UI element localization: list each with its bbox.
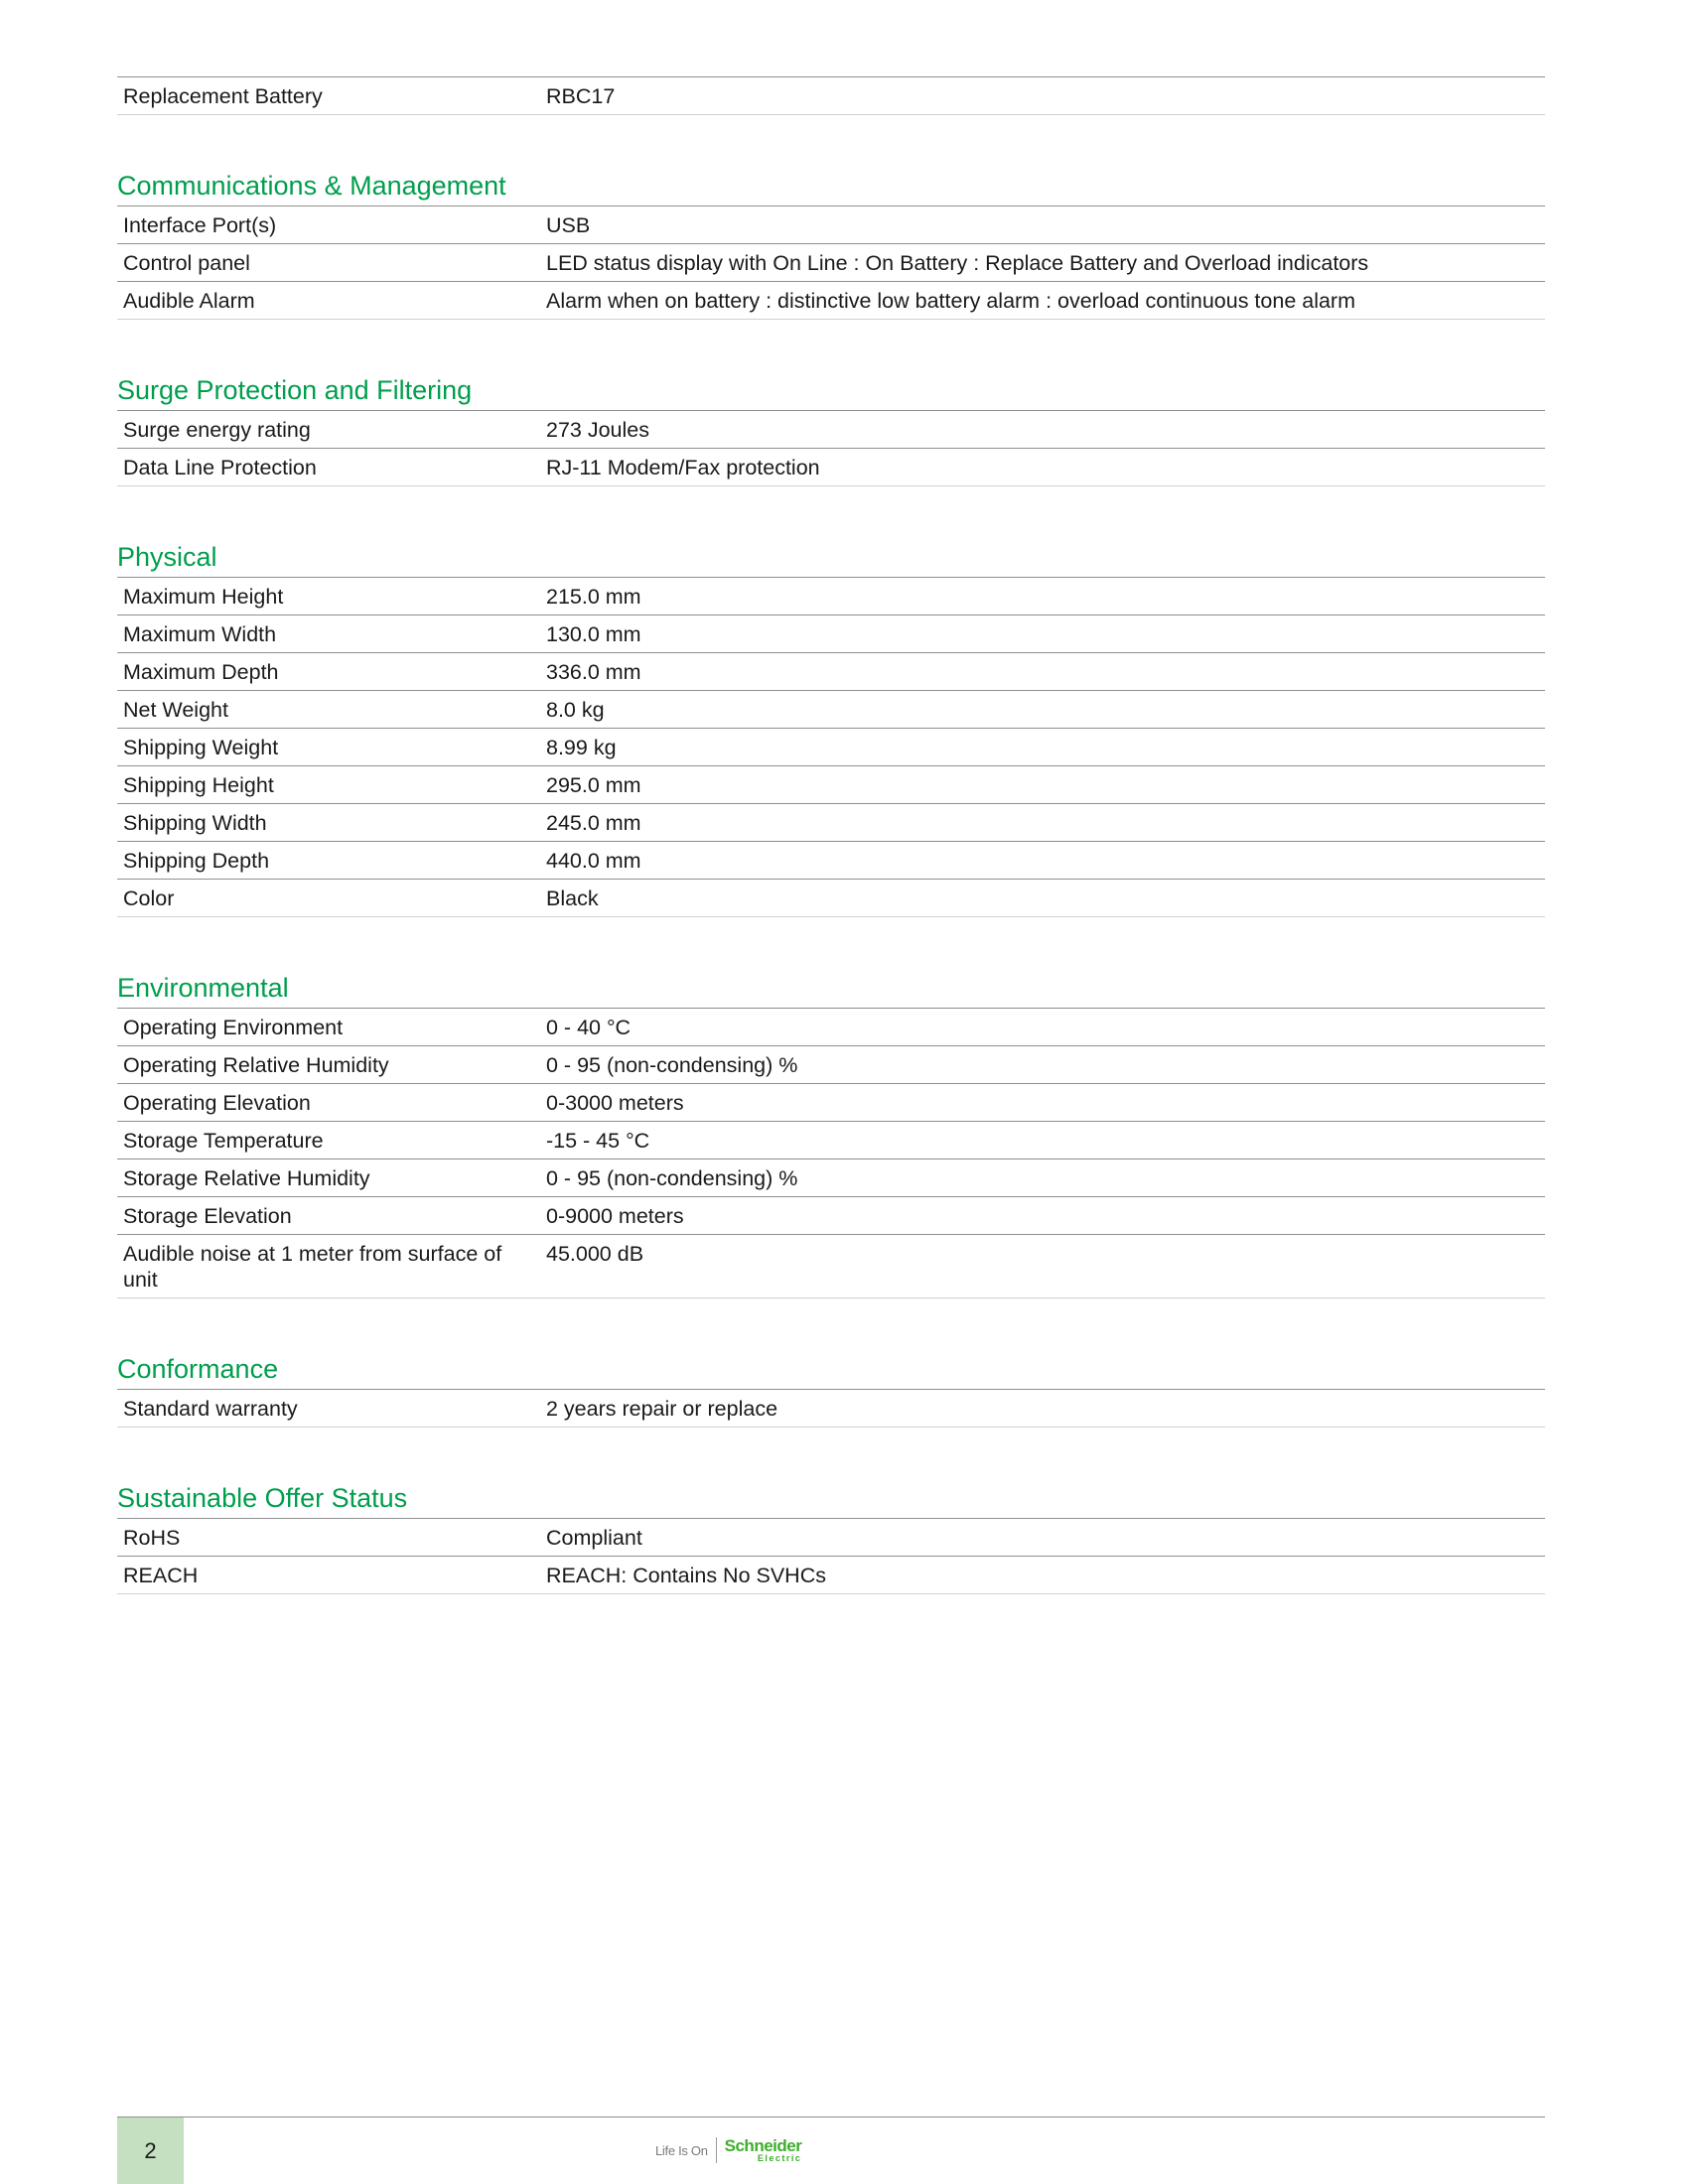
spec-value: 130.0 mm bbox=[546, 622, 641, 646]
spec-value: Alarm when on battery : distinctive low battery alarm : overload continuous tone alarm bbox=[546, 289, 1356, 313]
table-row bbox=[117, 1009, 1545, 1046]
spec-label: Standard warranty bbox=[123, 1397, 298, 1421]
table-row bbox=[117, 842, 1545, 880]
spec-section bbox=[117, 971, 1545, 1298]
spec-section bbox=[117, 373, 1545, 486]
section-title: Conformance bbox=[117, 1354, 279, 1384]
spec-value: RJ-11 Modem/Fax protection bbox=[546, 456, 820, 479]
table-row bbox=[117, 691, 1545, 729]
spec-label: Storage Elevation bbox=[123, 1204, 292, 1228]
spec-value: 295.0 mm bbox=[546, 773, 641, 797]
table-row bbox=[117, 1390, 1545, 1428]
spec-label: Operating Environment bbox=[123, 1016, 344, 1039]
spec-value: RBC17 bbox=[546, 84, 616, 108]
table-row bbox=[117, 729, 1545, 766]
spec-table bbox=[117, 577, 1545, 917]
spec-table bbox=[117, 76, 1545, 115]
table-row bbox=[117, 1557, 1545, 1594]
spec-label: Storage Temperature bbox=[123, 1129, 324, 1153]
spec-value: 215.0 mm bbox=[546, 585, 641, 609]
spec-value: 440.0 mm bbox=[546, 849, 641, 873]
table-row bbox=[117, 1122, 1545, 1160]
table-row bbox=[117, 1519, 1545, 1557]
spec-label: Operating Relative Humidity bbox=[123, 1053, 389, 1077]
spec-sheet bbox=[117, 76, 1545, 1648]
table-row bbox=[117, 449, 1545, 486]
spec-label: RoHS bbox=[123, 1526, 181, 1550]
table-row bbox=[117, 653, 1545, 691]
spec-value: 0 - 95 (non-condensing) % bbox=[546, 1166, 798, 1190]
spec-section bbox=[117, 1481, 1545, 1594]
spec-section bbox=[117, 169, 1545, 320]
spec-label: Color bbox=[123, 887, 175, 910]
brand-name-line1: Schneider bbox=[724, 2136, 802, 2155]
brand-name bbox=[725, 2137, 802, 2163]
spec-label: Net Weight bbox=[123, 698, 228, 722]
table-row bbox=[117, 804, 1545, 842]
spec-label: Storage Relative Humidity bbox=[123, 1166, 370, 1190]
spec-table bbox=[117, 205, 1545, 320]
table-row bbox=[117, 1160, 1545, 1197]
table-row bbox=[117, 615, 1545, 653]
table-row bbox=[117, 244, 1545, 282]
spec-label: Interface Port(s) bbox=[123, 213, 277, 237]
spec-label: REACH bbox=[123, 1564, 199, 1587]
section-title: Surge Protection and Filtering bbox=[117, 375, 473, 405]
spec-value: Black bbox=[546, 887, 599, 910]
footer-divider bbox=[117, 2116, 1545, 2117]
spec-value: 8.0 kg bbox=[546, 698, 605, 722]
spec-section bbox=[117, 76, 1545, 115]
brand-logo bbox=[655, 2134, 824, 2166]
spec-label: Shipping Depth bbox=[123, 849, 270, 873]
spec-value: 336.0 mm bbox=[546, 660, 641, 684]
spec-label: Audible noise at 1 meter from surface of unit bbox=[123, 1242, 502, 1292]
spec-value: Compliant bbox=[546, 1526, 642, 1550]
spec-value: 45.000 dB bbox=[546, 1242, 644, 1266]
table-row bbox=[117, 411, 1545, 449]
spec-label: Data Line Protection bbox=[123, 456, 317, 479]
brand-name-line2: Electric bbox=[757, 2153, 802, 2163]
table-row bbox=[117, 282, 1545, 320]
section-title: Sustainable Offer Status bbox=[117, 1483, 408, 1513]
spec-label: Shipping Height bbox=[123, 773, 274, 797]
spec-value: 0 - 95 (non-condensing) % bbox=[546, 1053, 798, 1077]
spec-label: Operating Elevation bbox=[123, 1091, 311, 1115]
table-row bbox=[117, 77, 1545, 115]
spec-label: Audible Alarm bbox=[123, 289, 255, 313]
spec-label: Control panel bbox=[123, 251, 250, 275]
table-row bbox=[117, 1046, 1545, 1084]
table-row bbox=[117, 578, 1545, 615]
spec-table bbox=[117, 410, 1545, 486]
spec-value: 0 - 40 °C bbox=[546, 1016, 632, 1039]
spec-section bbox=[117, 540, 1545, 917]
spec-value: 0-3000 meters bbox=[546, 1091, 684, 1115]
spec-label: Replacement Battery bbox=[123, 84, 323, 108]
logo-divider bbox=[716, 2137, 717, 2163]
table-row bbox=[117, 766, 1545, 804]
table-row bbox=[117, 1084, 1545, 1122]
table-row bbox=[117, 206, 1545, 244]
spec-label: Maximum Width bbox=[123, 622, 277, 646]
table-row bbox=[117, 1197, 1545, 1235]
spec-label: Maximum Depth bbox=[123, 660, 279, 684]
spec-section bbox=[117, 1352, 1545, 1428]
section-title: Physical bbox=[117, 542, 217, 572]
spec-value: LED status display with On Line : On Battery : Replace Battery and Overload indicators bbox=[546, 251, 1369, 275]
spec-value: 245.0 mm bbox=[546, 811, 641, 835]
section-title: Communications & Management bbox=[117, 171, 506, 201]
spec-table bbox=[117, 1389, 1545, 1428]
spec-label: Shipping Weight bbox=[123, 736, 279, 759]
table-row bbox=[117, 1235, 1545, 1298]
spec-value: 8.99 kg bbox=[546, 736, 617, 759]
spec-label: Maximum Height bbox=[123, 585, 284, 609]
spec-value: 0-9000 meters bbox=[546, 1204, 684, 1228]
page-number: 2 bbox=[117, 2117, 184, 2184]
spec-table bbox=[117, 1008, 1545, 1298]
spec-value: USB bbox=[546, 213, 591, 237]
spec-value: -15 - 45 °C bbox=[546, 1129, 650, 1153]
brand-tagline: Life Is On bbox=[655, 2142, 708, 2158]
table-row bbox=[117, 880, 1545, 917]
spec-value: REACH: Contains No SVHCs bbox=[546, 1564, 826, 1587]
section-title: Environmental bbox=[117, 973, 289, 1003]
spec-label: Shipping Width bbox=[123, 811, 267, 835]
spec-label: Surge energy rating bbox=[123, 418, 311, 442]
spec-table bbox=[117, 1518, 1545, 1594]
spec-value: 2 years repair or replace bbox=[546, 1397, 778, 1421]
spec-value: 273 Joules bbox=[546, 418, 649, 442]
